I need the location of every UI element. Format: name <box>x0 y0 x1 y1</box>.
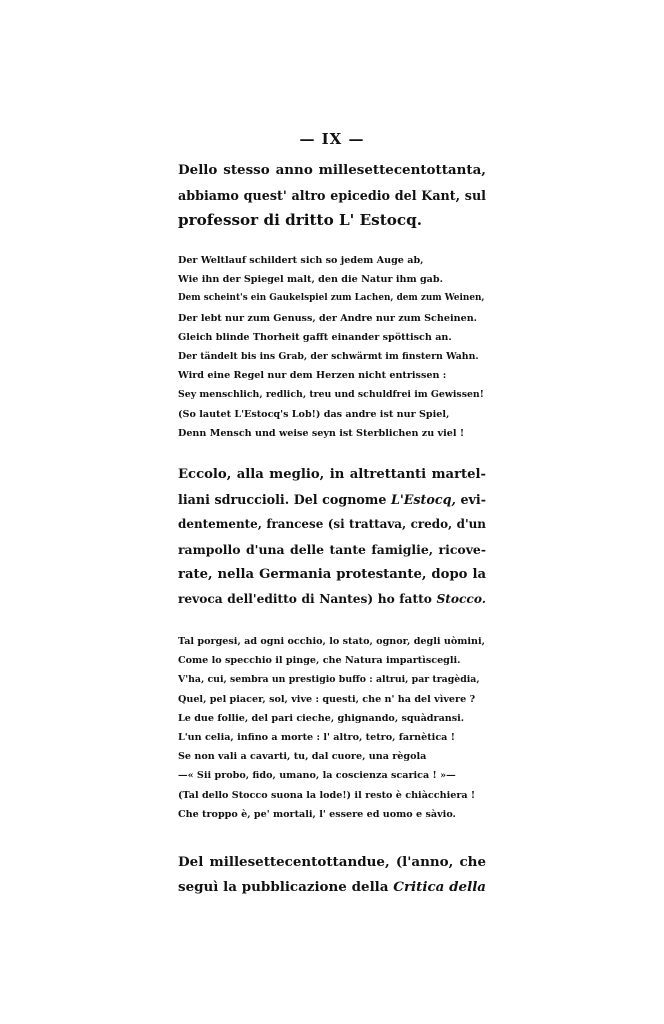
translation-line-4: rampollo d'una delle tante famiglie, ricove- <box>178 542 486 557</box>
italian-verse-line-8: —« Sii probo, fido, umano, la coscienza scarica ! »— <box>178 770 456 782</box>
italian-verse-line-1: Tal porgesi, ad ogni occhio, lo stato, ognor, degli uòmini, <box>178 636 485 647</box>
german-poem <box>178 251 486 443</box>
german-verse-line-3: Dem scheint's ein Gaukelspiel zum Lachen, dem zum Weinen, <box>178 293 485 304</box>
translation-line-2: liani sdruccioli. Del cognome L'Estocq, evi- <box>178 492 486 507</box>
italian-verse-line-7: Se non vali a cavarti, tu, dal cuore, una règola <box>178 751 427 763</box>
italian-verse-line-6: L'un celia, infino a morte : l' altro, tetro, farnètica ! <box>178 732 455 744</box>
german-verse-line-10: Denn Mensch und weise seyn ist Sterblichen zu viel ! <box>178 427 465 439</box>
italian-verse-line-5: Le due follie, del pari cieche, ghignando, squàdransi. <box>178 712 465 724</box>
german-verse-line-5: Gleich blinde Thorheit gafft einander spöttisch an. <box>178 331 452 343</box>
german-verse-line-8: Sey menschlich, redlich, treu und schuldfrei im Gewissen! <box>178 389 484 401</box>
intro-line-2: abbiamo quest' altro epicedio del Kant, sul <box>178 188 486 203</box>
german-verse-line-2: Wie ihn der Spiegel malt, den die Natur ihm gab. <box>178 274 443 286</box>
italian-verse-line-9: (Tal dello Stocco suona la lode!) il resto è chiàcchiera ! <box>178 789 476 801</box>
translation-line-5: rate, nella Germania protestante, dopo la <box>178 567 486 582</box>
german-verse-line-4: Der lebt nur zum Genuss, der Andre nur zum Scheinen. <box>178 312 478 324</box>
critica-italic: Critica della <box>393 879 487 895</box>
closing-line-2: seguì la pubblicazione della Critica della <box>178 879 487 895</box>
translation-line-1: Eccolo, alla meglio, in altrettanti martel- <box>178 467 486 482</box>
italian-verse-line-4: Quel, pel piacer, sol, vive : questi, che n' ha del vìvere ? <box>178 693 476 705</box>
italian-verse-line-10: Che troppo è, pe' mortali, l' essere ed uomo e sàvio. <box>178 808 456 820</box>
intro-line-3: professor di dritto L' Estocq. <box>178 211 423 229</box>
closing-paragraph <box>178 850 486 900</box>
italian-poem <box>178 632 486 824</box>
intro-line-1: Dello stesso anno millesettecentottanta, <box>178 162 486 178</box>
german-verse-line-9: (So lautet L'Estocq's Lob!) das andre ist nur Spiel, <box>178 408 450 420</box>
german-verse-line-7: Wird eine Regel nur dem Herzen nicht entrissen : <box>178 370 447 382</box>
translation-paragraph <box>178 462 486 612</box>
italian-verse-line-2: Come lo specchio il pinge, che Natura impartìscegli. <box>178 655 461 667</box>
page-number: — IX — <box>299 130 365 148</box>
translation-line-3: dentemente, francese (si trattava, credo, d'un <box>178 517 486 531</box>
german-verse-line-6: Der tändelt bis ins Grab, der schwärmt im finstern Wahn. <box>178 351 479 363</box>
intro-paragraph <box>178 158 486 233</box>
estocq-italic: L'Estocq, <box>390 492 456 507</box>
german-verse-line-1: Der Weltlauf schildert sich so jedem Auge ab, <box>178 255 424 266</box>
stocco-italic: Stocco. <box>436 592 486 606</box>
italian-verse-line-3: V'ha, cui, sembra un prestigio buffo : altrui, par tragèdia, <box>178 674 480 686</box>
translation-line-6: revoca dell'editto di Nantes) ho fatto Stocco. <box>178 592 486 606</box>
closing-line-1: Del millesettecentottandue, (l'anno, che <box>178 854 486 870</box>
